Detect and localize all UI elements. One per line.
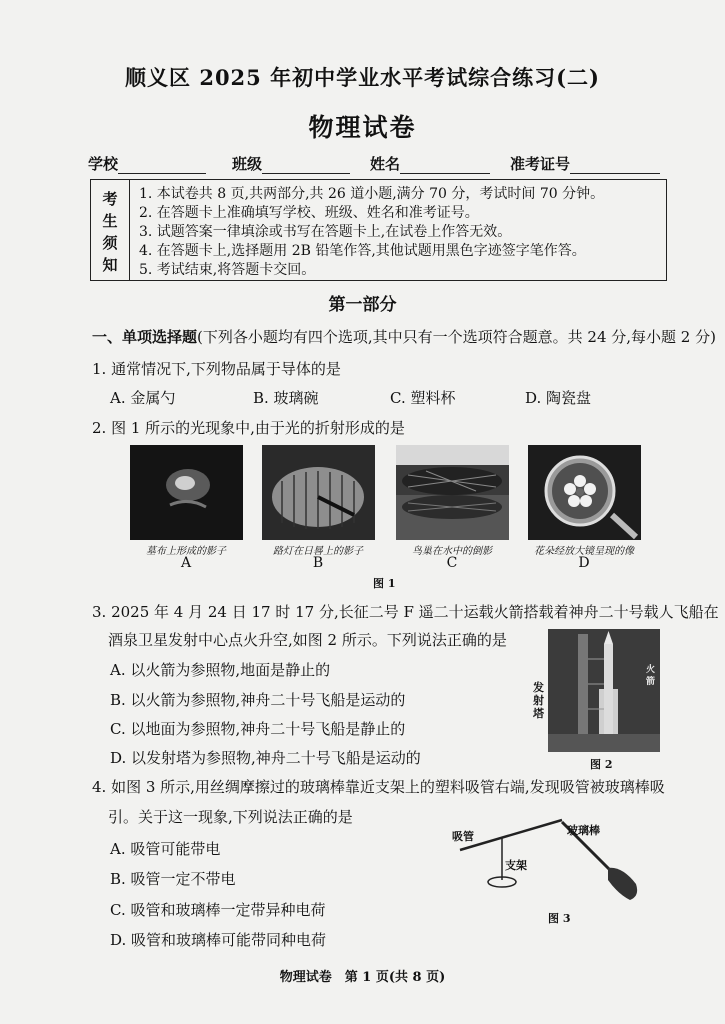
photo-d-magnifier-flower [528,445,641,540]
notice-char: 考 [102,190,118,208]
notice-item: 2. 在答题卡上准确填写学校、班级、姓名和准考证号。 [139,205,479,221]
figure-3-rod-label: 玻璃棒 [567,824,600,837]
notice-box [90,179,667,281]
letter-d: D [578,555,590,571]
figure-3-stand-label: 支架 [505,859,527,872]
q1-option-d: D. 陶瓷盘 [525,389,592,407]
ticket-field [510,153,660,174]
figure-3-diagram [440,810,670,920]
name-blank [400,155,490,174]
ticket-blank [570,155,660,174]
figure-3-label: 图 3 [548,912,571,925]
exam-title: 顺义区 2025 年初中学业水平考试综合练习(二) [125,65,600,90]
notice-char: 知 [102,256,118,274]
photo-b-sundial-shadow [262,445,375,540]
figure-1-label: 图 1 [373,577,396,590]
part-heading-bold: 一、单项选择题 [92,328,198,346]
q1-option-b: B. 玻璃碗 [253,389,319,407]
figure-2-label: 图 2 [590,758,613,771]
ticket-label: 准考证号 [510,155,571,173]
q4-option-b: B. 吸管一定不带电 [110,870,236,888]
notice-char: 须 [102,234,118,252]
subject-title: 物理试卷 [308,113,417,142]
q3-stem-line1: 3. 2025 年 4 月 24 日 17 时 17 分,长征二号 F 遥二十运载火箭搭载着神舟二十号载人飞船在 [92,603,719,621]
class-blank [262,155,350,174]
q1-option-a: A. 金属勺 [110,389,176,407]
q4-stem-line1: 4. 如图 3 所示,用丝绸摩擦过的玻璃棒靠近支架上的塑料吸管右端,发现吸管被玻璃棒吸 [92,778,665,796]
notice-item: 4. 在答题卡上,选择题用 2B 铅笔作答,其他试题用黑色字迹签字笔作答。 [139,243,586,259]
section-title: 第一部分 [328,295,397,315]
q3-stem-line2: 酒泉卫星发射中心点火升空,如图 2 所示。下列说法正确的是 [108,631,507,649]
letter-b: B [312,555,324,571]
figure-2-tower-label: 发射塔 [533,681,544,720]
school-field [88,153,206,174]
q4-option-d: D. 吸管和玻璃棒可能带同种电荷 [110,931,327,949]
figure-2-rocket-label: 火箭 [646,665,656,687]
photo-c-birdsnest-reflection [396,445,509,540]
figure-3-straw-label: 吸管 [452,830,474,843]
q4-stem-line2: 引。关于这一现象,下列说法正确的是 [108,808,353,826]
caption-b: 路灯在日晷上的影子 [273,546,363,557]
q3-option-c: C. 以地面为参照物,神舟二十号飞船是静止的 [110,720,406,738]
caption-d: 花朵经放大镜呈现的像 [534,546,634,557]
notice-item: 5. 考试结束,将答题卡交回。 [139,262,316,278]
figure-2-rocket-photo [548,629,660,752]
q2-stem: 2. 图 1 所示的光现象中,由于光的折射形成的是 [92,419,405,437]
page-footer: 物理试卷 第 1 页(共 8 页) [279,970,446,985]
q3-option-a: A. 以火箭为参照物,地面是静止的 [110,661,331,679]
q1-stem: 1. 通常情况下,下列物品属于导体的是 [92,360,341,378]
q4-option-c: C. 吸管和玻璃棒一定带异种电荷 [110,901,326,919]
notice-label [91,180,130,280]
notice-item: 1. 本试卷共 8 页,共两部分,共 26 道小题,满分 70 分，考试时间 70 分钟。 [139,186,605,202]
notice-item: 3. 试题答案一律填涂或书写在答题卡上,在试卷上作答无效。 [139,224,512,240]
class-label: 班级 [232,155,263,173]
name-label: 姓名 [370,155,401,173]
q3-option-d: D. 以发射塔为参照物,神舟二十号飞船是运动的 [110,749,421,767]
school-blank [118,155,206,174]
photo-a-shadow-play [130,445,243,540]
letter-a: A [180,555,192,571]
name-field [370,153,490,174]
notice-char: 生 [102,212,118,230]
q3-option-b: B. 以火箭为参照物,神舟二十号飞船是运动的 [110,691,406,709]
q1-option-c: C. 塑料杯 [390,389,456,407]
q4-option-a: A. 吸管可能带电 [110,840,221,858]
part-heading-rest: (下列各小题均有四个选项,其中只有一个选项符合题意。共 24 分,每小题 2 分) [197,328,716,346]
caption-c: 鸟巢在水中的倒影 [412,546,492,557]
letter-c: C [446,555,458,571]
class-field [232,153,350,174]
part-heading [92,326,716,347]
school-label: 学校 [88,155,119,173]
caption-a: 墓布上形成的影子 [146,546,226,557]
